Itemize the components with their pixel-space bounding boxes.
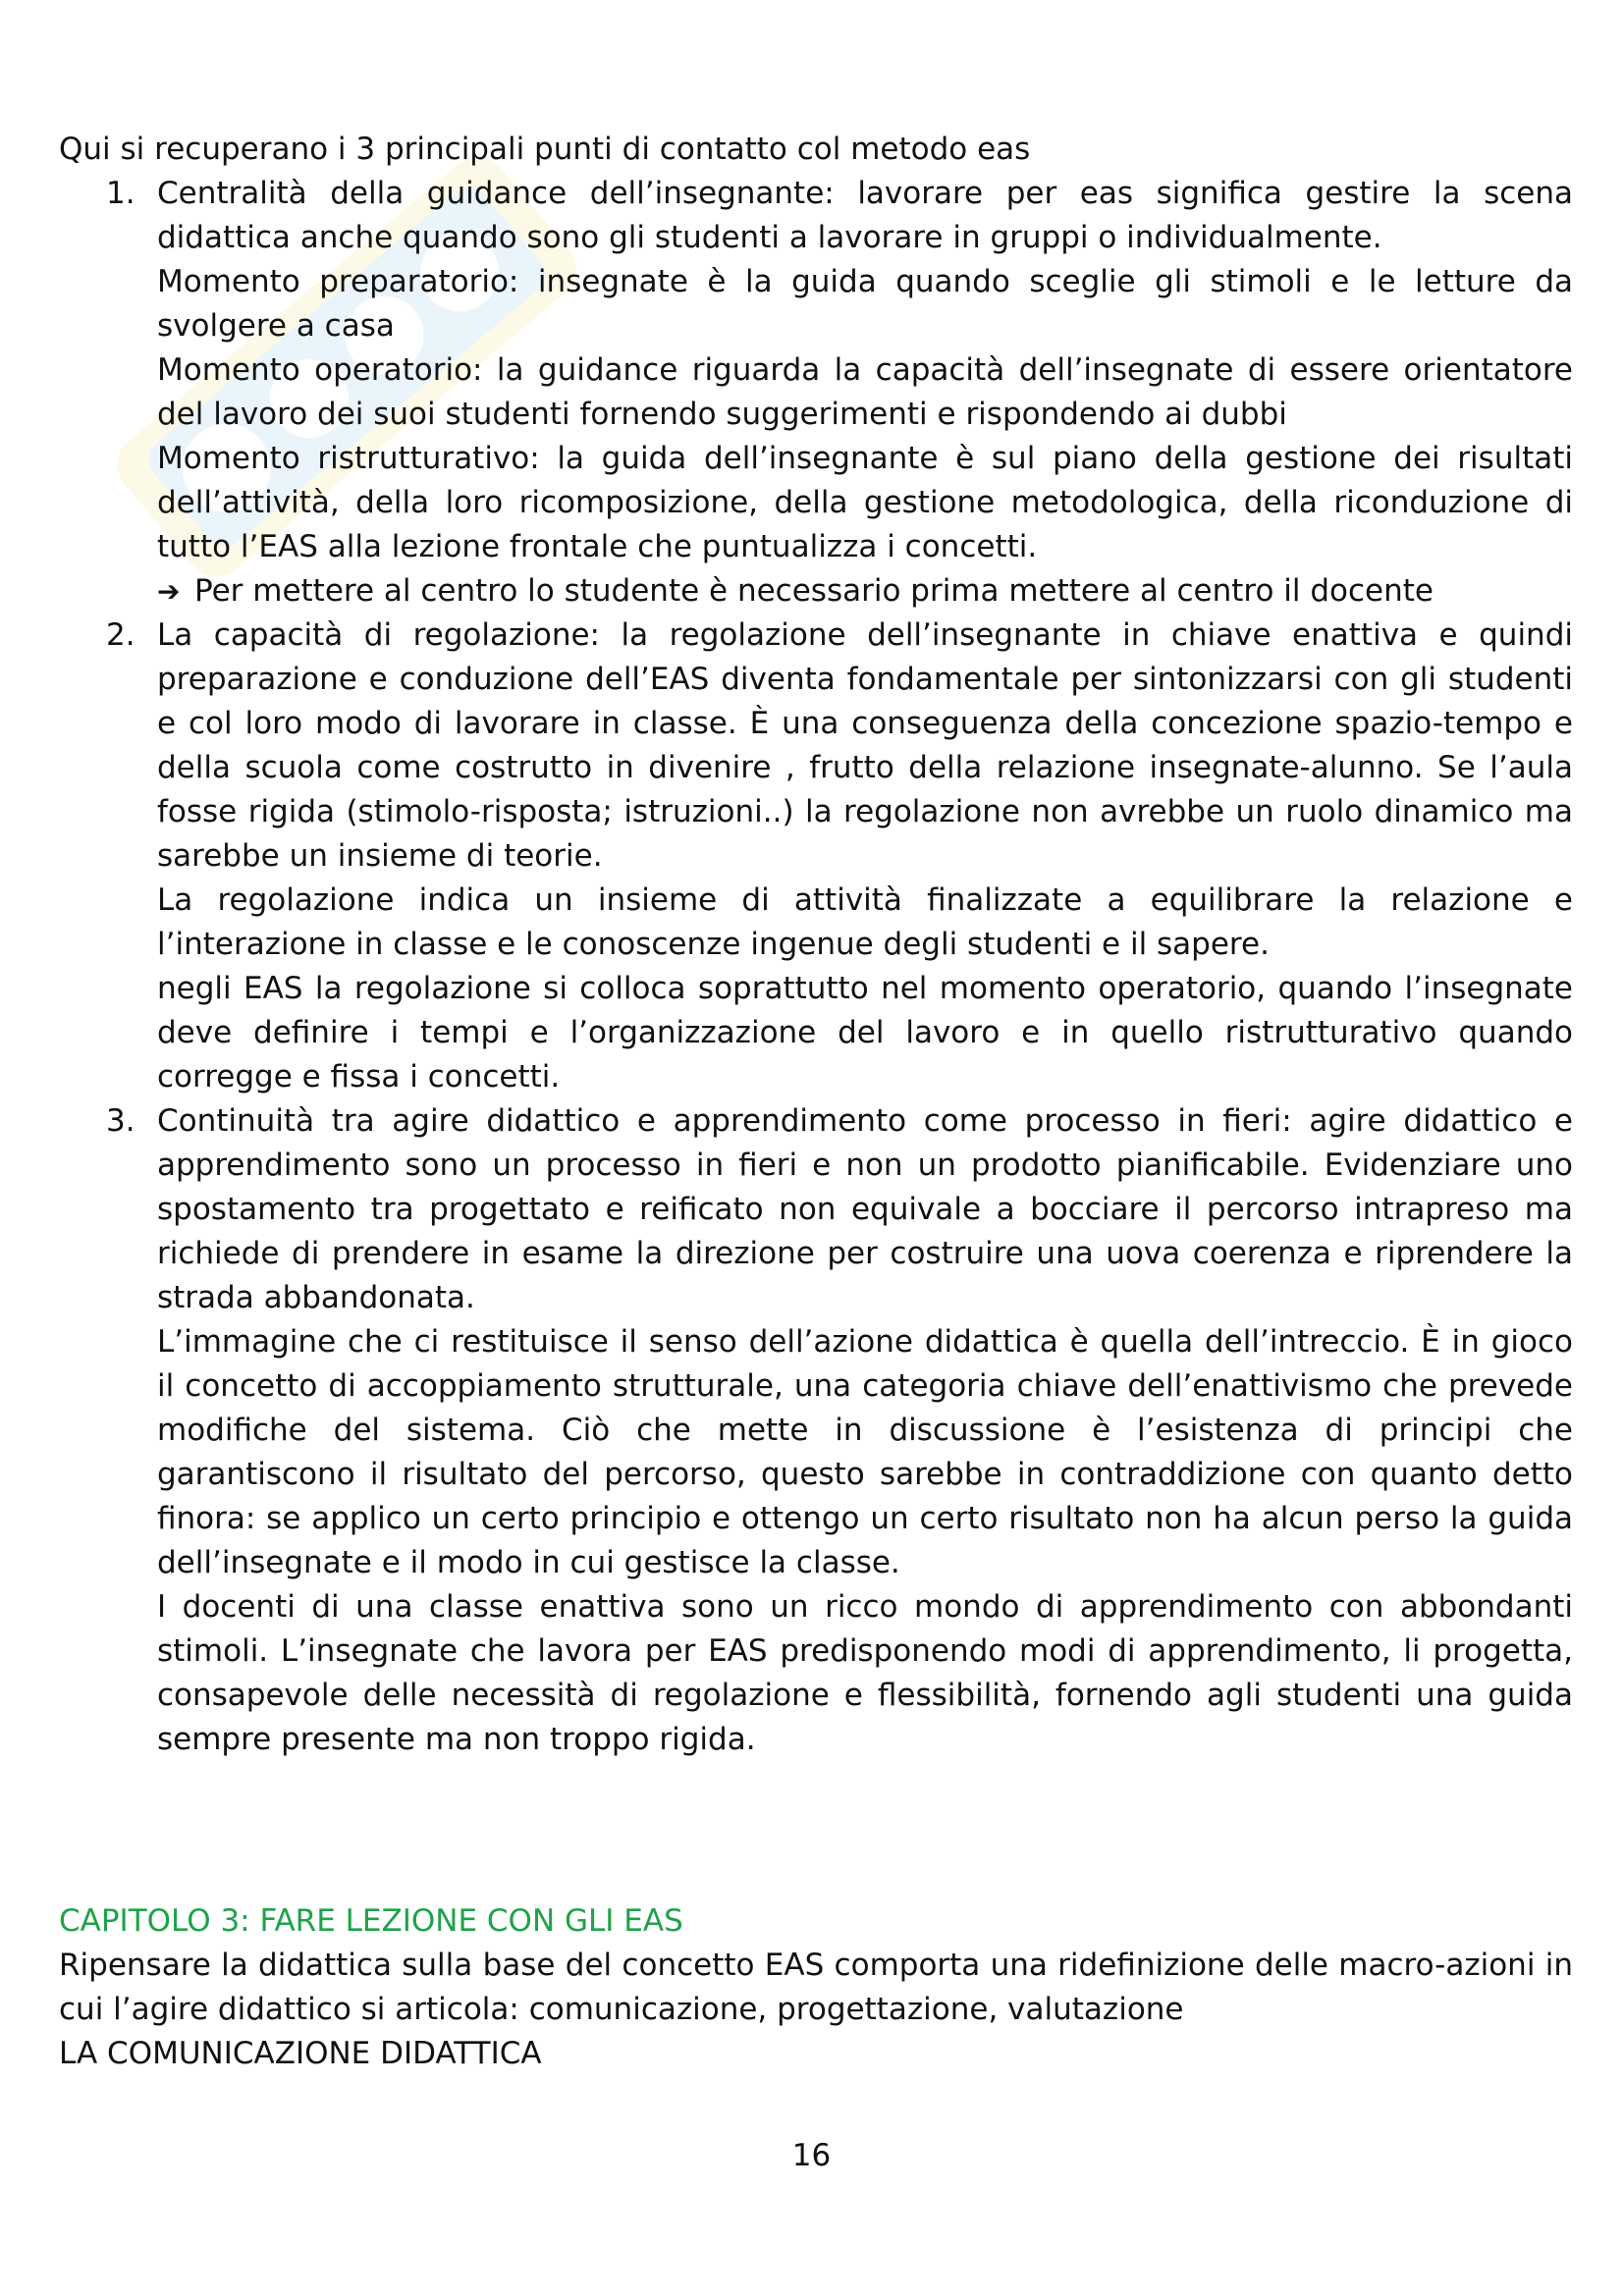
section-subheading: LA COMUNICAZIONE DIDATTICA [59, 2036, 542, 2071]
paragraph: Continuità tra agire didattico e apprendimento come processo in fieri: agire didattico e apprendimento sono un processo in fieri e non un prodotto pianificabile. Evidenziare uno spostamento tra progettato e reificato non equivale a bocciare il percorso intrapreso ma richiede di prendere in esame la direzione per costruire una uova coerenza e riprendere la strada abbandonata. [157, 1103, 1573, 1315]
list-item [106, 172, 1573, 614]
paragraph: Centralità della guidance dell’insegnante: lavorare per eas significa gestire la scena didattica anche quando sono gli studenti a lavorare in gruppi o individualmente. [157, 176, 1573, 255]
list-item [106, 614, 1573, 1099]
arrow-right-icon: ➔ [157, 575, 181, 608]
list-number: 1. [106, 176, 135, 211]
contact-points-list [59, 172, 1573, 1762]
paragraph: Momento operatorio: la guidance riguarda la capacità dell’insegnate di essere orientatore del lavoro dei suoi studenti fornendo suggerimenti e rispondendo ai dubbi [157, 352, 1573, 432]
chapter-body: Ripensare la didattica sulla base del concetto EAS comporta una ridefinizione delle macro-azioni in cui l’agire didattico si articola: comunicazione, progettazione, valutazione [59, 1948, 1573, 2027]
paragraph: negli EAS la regolazione si colloca soprattutto nel momento operatorio, quando l’insegnate deve definire i tempi e l’organizzazione del lavoro e in quello ristrutturativo quando corregge e fissa i concetti. [157, 971, 1573, 1095]
arrow-note [157, 569, 1573, 614]
paragraph: Momento preparatorio: insegnate è la guida quando sceglie gli stimoli e le letture da svolgere a casa [157, 264, 1573, 344]
list-item [106, 1099, 1573, 1762]
page-content [59, 128, 1573, 2076]
paragraph: I docenti di una classe enattiva sono un ricco mondo di apprendimento con abbondanti stimoli. L’insegnate che lavora per EAS predisponendo modi di apprendimento, li progetta, consapevole delle necessità di regolazione e flessibilità, fornendo agli studenti una guida sempre presente ma non troppo rigida. [157, 1589, 1573, 1757]
paragraph: Momento ristrutturativo: la guida dell’insegnante è sul piano della gestione dei risultati dell’attività, della loro ricomposizione, della gestione metodologica, della riconduzione di tutto l’EAS alla lezione frontale che puntualizza i concetti. [157, 441, 1573, 564]
arrow-note-text: Per mettere al centro lo studente è necessario prima mettere al centro il docente [194, 573, 1434, 609]
list-number: 2. [106, 617, 135, 653]
chapter-title: CAPITOLO 3: FARE LEZIONE CON GLI EAS [59, 1903, 683, 1939]
intro-line: Qui si recuperano i 3 principali punti di contatto col metodo eas [59, 132, 1031, 167]
list-number: 3. [106, 1103, 135, 1139]
paragraph: L’immagine che ci restituisce il senso dell’azione didattica è quella dell’intreccio. È in gioco il concetto di accoppiamento strutturale, una categoria chiave dell’enattivismo che prevede modifiche del sistema. Ciò che mette in discussione è l’esistenza di principi che garantiscono il risultato del percorso, questo sarebbe in contraddizione con quanto detto finora: se applico un certo principio e ottengo un certo risultato non ha alcun perso la guida dell’insegnate e il modo in cui gestisce la classe. [157, 1324, 1573, 1580]
paragraph: La regolazione indica un insieme di attività finalizzate a equilibrare la relazione e l’interazione in classe e le conoscenze ingenue degli studenti e il sapere. [157, 882, 1573, 962]
page-number: 16 [791, 2138, 832, 2173]
paragraph: La capacità di regolazione: la regolazione dell’insegnante in chiave enattiva e quindi preparazione e conduzione dell’EAS diventa fondamentale per sintonizzarsi con gli studenti e col loro modo di lavorare in classe. È una conseguenza della concezione spazio-tempo e della scuola come costrutto in divenire , frutto della relazione insegnate-alunno. Se l’aula fosse rigida (stimolo-risposta; istruzioni..) la regolazione non avrebbe un ruolo dinamico ma sarebbe un insieme di teorie. [157, 617, 1573, 874]
